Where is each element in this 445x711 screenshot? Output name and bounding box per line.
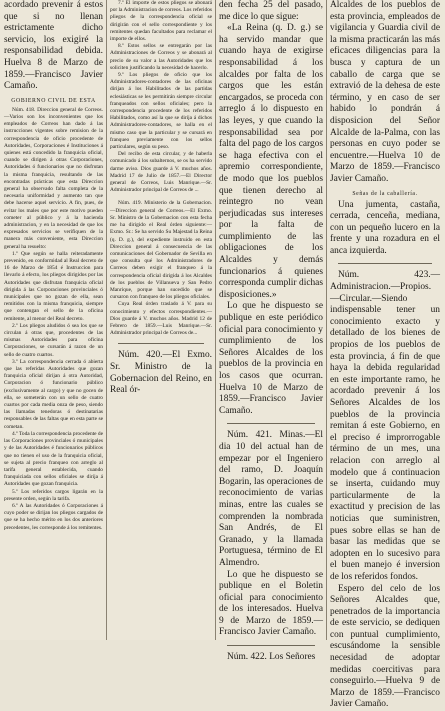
section-heading: Señas de la caballería.	[330, 190, 440, 198]
article-item: 5.º Los referidos cargos ligarán en la presente orden, según la tarifa.	[4, 489, 103, 503]
article-item: 3.º La correspondencia cerrada ó abierta que las referidas Autoridades que gozan franquicia oficial dirijan á otra Autoridad, Corporacion ó funcionario público (exclusivamente al cargo) y que no gocen de ella, se someterán con un sello de cuatro cuartos por cada media onza de peso, siendo las llamadas tenedoras ó destinatarias responsables de las faltas que en esta parte se cometan.	[4, 359, 103, 431]
column-1	[4, 0, 103, 532]
notice-text: Lo que he dispuesto se publique en este periódico oficial para conocimiento y cumplimiento de los Señores Alcaldes de los pueblos de la provincia en los casos que ocurran. Huelva 10 de Marzo de 1859.—Francisco Javier Camaño.	[219, 301, 323, 417]
divider	[338, 263, 432, 264]
notice-text: Espero del celo de los Señores Alcaldes que, penetrados de la importancia de este servicio, se dediquen con puntual cumplimiento, escusándome la sensible necesidad de adoptar medidas coercitivas para conseguirlo.—Huelva 9 de Marzo de 1859.—Francisco Javier Camaño.	[330, 584, 440, 711]
section-heading: GOBIERNO CIVIL DE ESTA	[4, 97, 103, 105]
column-rule	[215, 0, 216, 640]
divider	[118, 343, 204, 344]
notice-text: Núm. 422. Los Señores	[219, 652, 323, 664]
article-item: 6.º A las Autoridades ó Corporaciones á cuyo poder se dirijan los pliegos cargados de que se ha hecho mérito en los dos anteriores precedentes, les corresponde á los remitentes.	[4, 503, 103, 532]
notice-text: Cuya Real órden traslado á V. para su conocimiento y efectos correspondientes.—Dios guarde á V. muchos años. Madrid 12 de Febrero de 1859.—Luis Manrique.—Sr. Administrador principal de Correos de...	[110, 301, 212, 337]
column-rule	[326, 0, 327, 640]
divider	[227, 645, 315, 646]
notice-text: Del recibo de esta circular, y de haberla comunicado á los subalternos, se os ha servido darme aviso. Dios guarde á V. muchos años. Madrid 17 de Julio de 1857.—El Director general de Correos, Luis Manrique.—Sr. Administrador principal de Correos de ...	[110, 151, 212, 194]
article-item: 7.º El importe de estos pliegos se abonará por la Administracion de correos. Los referidos pliegos de la correspondencia oficial se dirigirán con el sello correspondiente y los remitentes quedan facultados para reclamar el importe de ellos.	[110, 0, 212, 43]
notice-text: acordado prevenir á estos que si no llenan estrictamente dicho servicio, los exigiré la responsabilidad debida. Huelva 8 de Marzo de 1859.—Francisco Javier Camaño.	[4, 0, 103, 93]
article-item: 2.º Los pliegos aludidos ó sea los que se circulan á otras que, procedentes de las mismas Autoridades para oficina Corporaciones, se cursarán á razon de un sello de cuatro cuartos.	[4, 323, 103, 359]
column-3	[219, 0, 323, 664]
notice-text: Una jumenta, castaña, cerrada, cenceña, mediana, con un pequeño lucero en la frente y una rozadura en el anca izquierda.	[330, 200, 440, 258]
notice-text: Núm. 423.—Administracion.—Propios.—Circular.—Siendo indispensable tener un conocimiento exacto y detallado de los bienes de propios de los pueblos de esta provincia, á fin de que haya la debida regularidad en este importante ramo, he acordado prevenir á los Señores Alcaldes de los pueblos de la provincia remitan á este Gobierno, en el preciso é improrrogable término de un mes, una relacion con arreglo al modelo que á continuacion se inserta, cuidando muy particularmente de la exactitud y precision de las noticias que suministren, pues sobre ellas se han de basar las medidas que se adopten en lo sucesivo para el buen manejo é inversion de los referidos fondos.	[330, 270, 440, 583]
notice-text: Lo que he dispuesto se publique en el Boletin oficial para conocimiento de los interesados. Huelva 9 de Marzo de 1859.—Francisco Javier Camaño.	[219, 570, 323, 640]
column-rule	[106, 0, 107, 640]
column-4	[330, 0, 440, 711]
notice-text: «La Reina (q. D. g.) se ha servido mandar que cuando haya de exigirse responsabilidad á los alcaldes por falta de los cargos que les están encargados, se proceda con arreglo á lo dispuesto en las leyes, y que cuando la responsabilidad sea por falta del pago de los cargos se haga efectiva con el apremio correspondiente, de modo que los pueblos que tienen derecho al reintegro no vean perjudicadas sus intereses por la falta de cumplimiento de las obligaciones de los Alcaldes y demás funcionarios á quienes corresponda cumplir dichas disposiciones.»	[219, 23, 323, 301]
notice-text: Alcaldes de los pueblos de esta provincia, empleados de vigilancia y Guardia civil de la misma practicarán las más eficaces diligencias para la busca y captura de un caballo de carga que se extravió de la dehesa de este término, y en caso de ser habido lo pondrán á disposicion del Señor Alcalde de la-Palma, con las personas en cuyo poder se encuentre.—Huelva 10 de Marzo de 1859.—Francisco Javier Camaño.	[330, 0, 440, 186]
notice-text: Núm. 420.—El Exmo. Sr. Ministro de la Gobernacion del Reino, en Real ór-	[110, 350, 212, 396]
article-item: 4.º Toda la correspondencia procedente de las Corporaciones provinciales ó municipales y de las Autoridades é funcionarios públicos que no tienen el uso de la franquicia oficial, se sujeta al precio franqueo con arreglo al tarifa general establecida, cuando franquiciada con sellos oficiales se dirija á Autoridades que gozan franquicia.	[4, 431, 103, 489]
article-item: 8.º Estos sellos se entregarán por las Administraciones de Correos y se abonará al precio de su valor a las Autoridades que los soliciten justificando la necesidad de hacerlo.	[110, 43, 212, 72]
notice-text: den fecha 25 del pasado, me dice lo que sigue:	[219, 0, 323, 23]
article-item: 9.º Los pliegos de oficio que los Administradores-contadores de las oficinas dirijan á los Habilitados de las partidas eclesiásticas se les permitirán siempre circular franqueados con sellos oficiales; pero la correspondencia procedente de los referidos Habilitados, como así la que se dirija á dichos Administradores-contadores, se halla en el mismo caso que la particular y se cursará en franqueo previamente con los sellos particulares, según su peso.	[110, 72, 212, 151]
divider	[227, 423, 315, 424]
notice-text: Núm. 421. Minas.—El dia 10 del actual han de empezar por el Ingeniero del ramo, D. Joaquín Bogarin, las operaciones de reconocimiento de varias minas, entre las cuales se comprenden la nombrada San Andrés, de El Granado, y la llamada Portuguesa, término de El Almendro.	[219, 430, 323, 569]
article-item: 1.º Que según se halla reiteradamente prevenido, en conformidad al Real decreto de 16 de Marzo de 1854 é Instruccion para llevarlo á efecto, los pliegos dirigidos por las Autoridades que disfrutan franquicia oficial dirigida á las Corporaciones provinciales ó municipales que no gozan de ella, sean remitidos con la misma franquicia, siempre que contengan el sello de la oficina remitente, al menor del Real decreto.	[4, 251, 103, 323]
notice-text: Núm. 419. Ministerio de la Gobernacion.—Direccion general de Correos.—El Exmo. Sr. Ministro de la Gobernacion con esta fecha me ha dirigido el Real órden siguiente:—Exmo. Sr.: Se ha servido Su Majestad la Reina (q. D. g.), del expediente instruido en esta Direccion general á consecuencia de las comunicaciones del Gobernador de Sevilla en que consulta qué los Administradores de Correos deben exigir el franqueo á la correspondencia oficial dirigida á los Alcaldes de los pueblos de Villanueva y San Pedro Manrique, porque han sucedido que se cursaron con franqueo de los pliegos oficiales.	[110, 200, 212, 301]
notice-text: Núm. 418. Direccion general de Correos.—Varios son los inconvenientes que los empleados de Correos han dado á las instrucciones vigentes sobre remision de la correspondencia de oficio procedente de Autoridades, Corporaciones é Instituciones á quienes está concedido la franquicia oficial, cuando se dirigen á otras Corporaciones, Autoridades ó funcionarios que no disfrutan la misma franquicia, resultando de las encontradas prácticas que esta Direccion general ha observado falta completa de la necesaria uniformidad y aumento tan que debe hacerse aquel servicio. A fin, pues, de evitar los males que por este motivo pueden cometer al público y á la hacienda administracion, y en la necesidad de que los expresados servicios se verifiquen de la manera más conveniente, esta Direccion general ha resuelto:	[4, 107, 103, 251]
column-2	[110, 0, 212, 397]
